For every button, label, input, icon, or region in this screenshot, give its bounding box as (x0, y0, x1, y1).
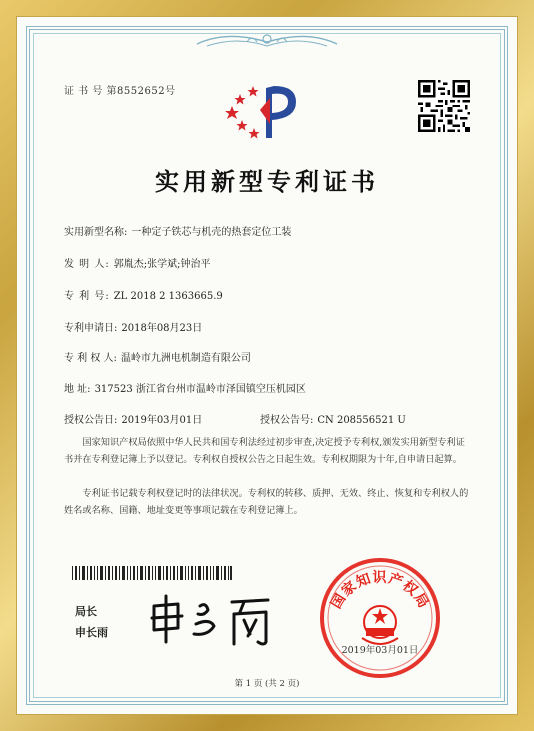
address: 317523 浙江省台州市温岭市泽国镇空压机园区 (94, 384, 306, 395)
grant-number: CN 208556521 U (317, 415, 406, 426)
grant-statement-paragraph: 国家知识产权局依照中华人民共和国专利法经过初步审查,决定授予专利权,颁发实用新型专利证书并在专利登记簿上予以登记。专利权自授权公告之日起生效。专利权期限为十年,自申请日起算。 (64, 437, 465, 465)
certificate-title: 实用新型专利证书 (155, 167, 379, 196)
director-title: 局长 (75, 605, 97, 618)
grant-date-row (64, 411, 202, 426)
director-name: 申长雨 (75, 626, 108, 639)
patentee: 温岭市九洲电机制造有限公司 (120, 353, 251, 364)
grant-number-row (260, 411, 406, 426)
seal-text: 国家知识产权局 (328, 570, 432, 612)
utility-model-name-label: 实用新型名称: (64, 227, 128, 238)
patentee-row (64, 349, 251, 364)
barcode-strip-icon (72, 566, 232, 580)
top-ornament-icon (187, 30, 347, 52)
page-number: 第 1 页 (共 2 页) (234, 679, 300, 689)
address-row (64, 380, 306, 395)
inventor: 郭胤杰;张学斌;钟治平 (113, 259, 211, 270)
patent-number-row (64, 287, 223, 302)
grant-date: 2019年03月01日 (121, 415, 203, 426)
filing-date-label: 专利申请日: (64, 323, 118, 334)
utility-model-name-row (64, 223, 291, 238)
address-label: 地 址: (64, 384, 91, 395)
seal-date: 2019年03月01日 (341, 645, 419, 656)
filing-date-row (64, 319, 202, 334)
utility-model-name: 一种定子铁芯与机壳的热套定位工装 (131, 227, 292, 238)
patentee-label: 专 利 权 人: (64, 353, 117, 364)
director-signature (148, 592, 278, 648)
legal-status-paragraph: 专利证书记载专利权登记时的法律状况。专利权的转移、质押、无效、终止、恢复和专利权人的姓名或名称、国籍、地址变更等事项记载在专利登记簿上。 (64, 488, 469, 516)
inventor-row (64, 255, 210, 270)
grant-number-label: 授权公告号: (260, 415, 314, 426)
patent-number-label: 专 利 号: (64, 291, 110, 302)
official-seal-icon (318, 556, 442, 680)
filing-date: 2018年08月23日 (121, 323, 203, 334)
certificate-number: 证 书 号 第8552652号 (64, 86, 176, 97)
inventor-label: 发 明 人: (64, 259, 110, 270)
grant-date-label: 授权公告日: (64, 415, 118, 426)
cnipa-logo-icon (222, 80, 304, 142)
patent-number: ZL 2018 2 1363665.9 (113, 291, 223, 302)
qr-code-icon (418, 80, 470, 132)
